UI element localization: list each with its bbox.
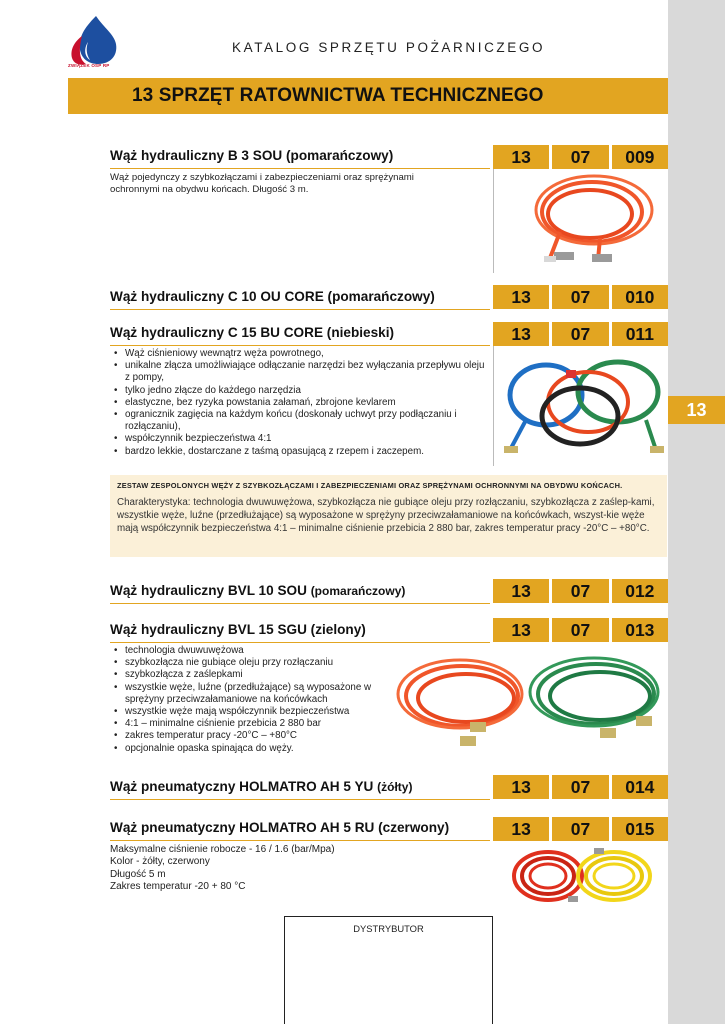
code-subgroup: 07 [552,322,608,346]
title-underline [110,603,490,604]
feature-list-011 [110,348,490,458]
code-group: 13 [493,145,549,169]
orange-hose-image [520,172,660,272]
desc-line: Maksymalne ciśnienie robocze - 16 / 1.6 (bar/Mpa) [110,844,335,855]
product-title-010: Wąż hydrauliczny C 10 OU CORE (pomarańczowy) [110,289,435,304]
code-item: 011 [612,322,668,346]
code-group: 13 [493,618,549,642]
title-underline [110,840,490,841]
list-item: • wszystkie węże mają współczynnik bezpieczeństwa [110,706,390,718]
feature-list-013 [110,645,390,755]
desc-line: Wąż pojedynczy z szybkozłączami i zabezpieczeniami oraz sprężynami [110,172,414,183]
list-item: • szybkozłącza nie gubiące oleju przy rozłączaniu [110,657,390,669]
product-title-013: Wąż hydrauliczny BVL 15 SGU (zielony) [110,622,366,637]
title-color: (pomarańczowy) [310,584,406,598]
catalog-title: KATALOG SPRZĘTU POŻARNICZEGO [232,40,546,55]
code-item: 014 [612,775,668,799]
product-code-011 [493,322,668,346]
code-subgroup: 07 [552,285,608,309]
code-item: 015 [612,817,668,841]
code-subgroup: 07 [552,775,608,799]
product-description-009 [110,172,414,196]
product-code-015 [493,817,668,841]
product-code-009 [493,145,668,169]
list-item: • wszystkie węże, luźne (przedłużające) są wyposażone w sprężyny przeciwzałamaniowe na końcówkach [110,682,390,706]
list-item: • bardzo lekkie, dostarczane z taśmą opasującą z rzepem i zaczepem. [110,446,490,458]
set-info-heading: ZESTAW ZESPOLONYCH WĘŻY Z SZYBKOZŁĄCZAMI I ZABEZPIECZENIAMI ORAZ SPRĘŻYNAMI OCHRONNYMI NA OBYDWU KOŃCACH. [117,481,623,490]
code-subgroup: 07 [552,817,608,841]
title-underline [110,345,490,346]
title-color: (żółty) [377,780,413,794]
title-underline [110,642,490,643]
list-item: • tylko jedno złącze do każdego narzędzia [110,385,490,397]
title-underline [110,799,490,800]
distributor-label: DYSTRYBUTOR [353,923,424,934]
right-sidebar [668,0,725,1024]
product-code-014 [493,775,668,799]
code-subgroup: 07 [552,579,608,603]
list-item: • ogranicznik zagięcia na każdym końcu (doskonały uchwyt przy podłączaniu i rozłączaniu), [110,409,490,433]
code-group: 13 [493,285,549,309]
title-main: Wąż pneumatyczny HOLMATRO AH 5 YU [110,779,378,794]
product-description-015 [110,844,335,894]
logo-text: ZWIĄZEK OSP RP [68,63,110,68]
code-group: 13 [493,817,549,841]
desc-line: ochronnymi na obydwu końcach. Długość 3 m. [110,184,309,195]
code-item: 009 [612,145,668,169]
title-underline [110,168,490,169]
list-item: • zakres temperatur pracy -20°C – +80°C [110,730,390,742]
title-underline [110,309,490,310]
list-item: • Wąż ciśnieniowy wewnątrz węża powrotnego, [110,348,490,360]
bvl-hoses-image [400,652,662,764]
code-item: 013 [612,618,668,642]
list-item: • elastyczne, bez ryzyka powstania załamań, zbrojone kevlarem [110,397,490,409]
list-item: • 4:1 – minimalne ciśnienie przebicia 2 880 bar [110,718,390,730]
title-main: Wąż hydrauliczny BVL 10 SOU [110,583,311,598]
code-group: 13 [493,775,549,799]
code-item: 012 [612,579,668,603]
list-item: • technologia dwuwuwężowa [110,645,390,657]
code-group: 13 [493,579,549,603]
code-item: 010 [612,285,668,309]
product-title-009: Wąż hydrauliczny B 3 SOU (pomarańczowy) [110,148,394,163]
image-divider [493,346,494,466]
product-title-015: Wąż pneumatyczny HOLMATRO AH 5 RU (czerwony) [110,820,450,835]
set-info-body: Charakterystyka: technologia dwuwuwężowa, szybkozłącza nie gubiące oleju przy rozłączaniu, szybkozłącza z zaślep-kami, wszystkie węże, luźne (przedłużające) są wyposażone w sprężyny przeciwzałamaniowe na końcówkach, wszyst-kie węże mają współczynnik bezpieczeństwa 4:1 – minimalne ciśnienie przebicia 2 880 bar, zakres temperatur pracy -20°C – +80°C. [117,497,655,534]
section-title: 13 SPRZĘT RATOWNICTWA TECHNICZNEGO [132,85,544,106]
pneumatic-hoses-image [508,846,654,906]
list-item: • unikalne złącza umożliwiające odłączanie narzędzi bez wyłączania przepływu oleju z pompy, [110,360,490,384]
image-divider [493,169,494,273]
product-title-014 [110,779,412,794]
list-item: • szybkozłącza z zaślepkami [110,669,390,681]
code-subgroup: 07 [552,618,608,642]
desc-line: Zakres temperatur -20 + 80 °C [110,881,246,893]
chapter-tab[interactable]: 13 [668,396,725,424]
desc-line: Kolor - żółty, czerwony [110,856,210,868]
core-hoses-image [496,350,668,465]
product-code-012 [493,579,668,603]
list-item: • współczynnik bezpieczeństwa 4:1 [110,433,490,445]
desc-line: Długość 5 m [110,868,166,880]
code-subgroup: 07 [552,145,608,169]
product-code-010 [493,285,668,309]
product-title-011: Wąż hydrauliczny C 15 BU CORE (niebieski) [110,325,395,340]
list-item: • opcjonalnie opaska spinająca do węży. [110,743,390,755]
product-code-013 [493,618,668,642]
code-group: 13 [493,322,549,346]
product-title-012 [110,583,405,598]
